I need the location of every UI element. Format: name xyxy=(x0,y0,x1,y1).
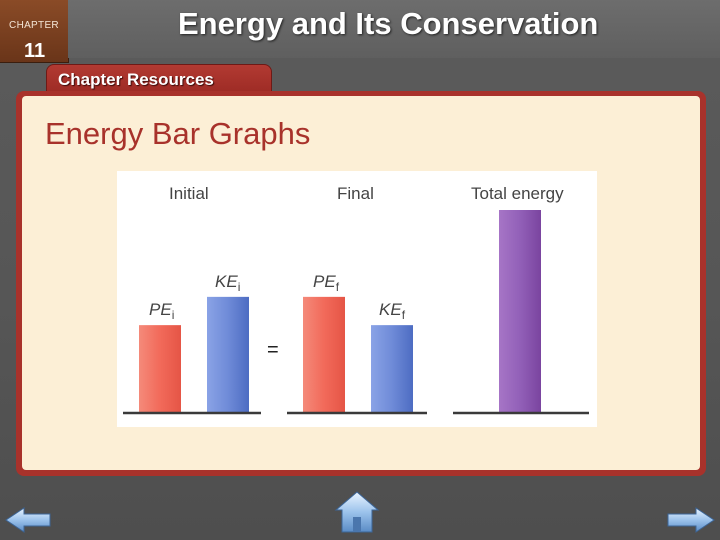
chapter-number: 11 xyxy=(24,40,46,62)
home-button[interactable] xyxy=(334,490,380,534)
page-title: Energy and Its Conservation xyxy=(178,6,599,41)
bar-ke-initial-label: $KE_i$ xyxy=(215,271,241,294)
bar-pe-initial xyxy=(139,325,181,412)
group-label-total-energy: Total energy xyxy=(471,184,564,203)
group-label-initial: Initial xyxy=(169,184,209,203)
bar-ke-initial xyxy=(207,297,249,412)
previous-button[interactable] xyxy=(4,506,52,534)
energy-bar-graphs-svg xyxy=(117,171,597,427)
chapter-label: CHAPTER xyxy=(9,20,59,31)
title-bar xyxy=(68,0,720,58)
left-arrow-icon xyxy=(4,506,52,534)
bars-layer xyxy=(139,210,541,412)
bar-ke-final-label: $KE_f$ xyxy=(379,300,406,323)
slide-heading: Energy Bar Graphs xyxy=(45,116,311,151)
next-button[interactable] xyxy=(666,506,716,534)
chapter-badge xyxy=(0,0,69,63)
right-arrow-icon xyxy=(666,506,716,534)
bar-total-energy xyxy=(499,210,541,412)
bar-pe-initial-label: $PE_i$ xyxy=(149,300,175,323)
bar-ke-final xyxy=(371,325,413,412)
group-label-final: Final xyxy=(337,184,374,203)
energy-bar-graphs-figure xyxy=(117,171,597,427)
bar-pe-final xyxy=(303,297,345,412)
home-icon xyxy=(334,490,380,534)
chapter-resources-label: Chapter Resources xyxy=(58,70,214,89)
equals-sign: = xyxy=(267,339,279,361)
bar-pe-final-label: $PE_f$ xyxy=(313,271,340,294)
